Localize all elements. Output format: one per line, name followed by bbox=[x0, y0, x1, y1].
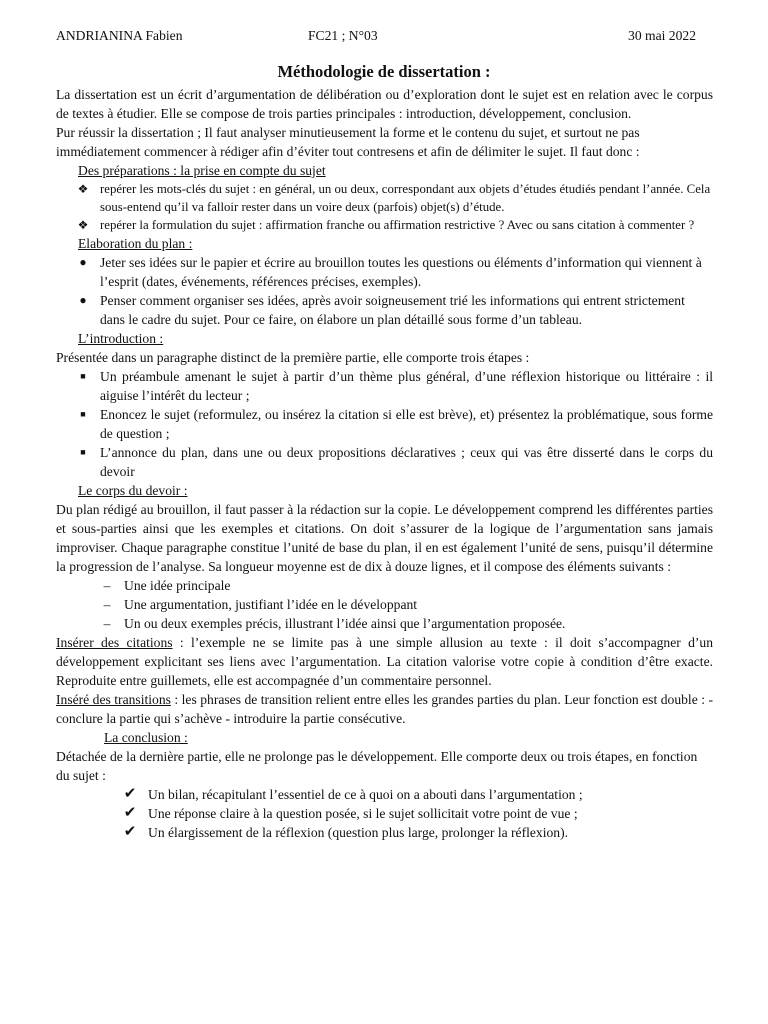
list-item-text: Un élargissement de la réflexion (question plus large, prolonger la réflexion). bbox=[148, 825, 569, 840]
list-item bbox=[56, 595, 713, 614]
section-heading-introduction: L’introduction : bbox=[78, 331, 164, 346]
conclusion-lead: Détachée de la dernière partie, elle ne prolonge pas le développement. Elle comporte deux ou trois étapes, en fonction du sujet : bbox=[56, 749, 698, 783]
author-name: ANDRIANINA Fabien bbox=[56, 28, 183, 43]
square-bullet-icon: ■ bbox=[80, 447, 86, 457]
introduction-lead: Présentée dans un paragraphe distinct de la première partie, elle comporte trois étapes : bbox=[56, 350, 530, 365]
transitions-label: Inséré des transitions bbox=[56, 692, 171, 707]
list-item-text: repérer les mots-clés du sujet : en général, un ou deux, correspondant aux objets d’études étudiés pendant l’année. Cela sous-entend qu’il va falloir rester dans un voire deux (parfois) objet(s) d’étude. bbox=[100, 182, 711, 214]
disc-bullet-icon: ● bbox=[79, 255, 87, 269]
list-item-text: Une réponse claire à la question posée, si le sujet sollicitait votre point de vue ; bbox=[148, 806, 578, 821]
section-heading-plan: Elaboration du plan : bbox=[78, 236, 193, 251]
section-heading-conclusion: La conclusion : bbox=[104, 730, 188, 745]
checkmark-icon: ✔ bbox=[123, 824, 137, 840]
list-item-text: L’annonce du plan, dans une ou deux propositions déclaratives ; ceux qui vas être disserté dans le corps du devoir bbox=[100, 445, 713, 479]
diamond-bullet-icon: ❖ bbox=[77, 182, 89, 196]
list-item bbox=[56, 785, 713, 804]
list-item bbox=[56, 804, 713, 823]
list-item-text: Un ou deux exemples précis, illustrant l’idée ainsi que l’argumentation proposée. bbox=[124, 616, 566, 631]
citations-label: Insérer des citations bbox=[56, 635, 173, 650]
list-item-text: Une idée principale bbox=[124, 578, 231, 593]
list-item bbox=[56, 180, 713, 216]
list-item bbox=[56, 291, 713, 329]
document-body bbox=[56, 85, 713, 842]
section-heading-corps: Le corps du devoir : bbox=[78, 483, 188, 498]
list-item-text: Jeter ses idées sur le papier et écrire au brouillon toutes les questions ou éléments d’information qui viennent à l’esprit (dates, événements, références précises, exemples). bbox=[100, 255, 702, 289]
transitions-paragraph bbox=[56, 690, 713, 728]
section-heading-preparations: Des préparations : la prise en compte du sujet bbox=[78, 163, 326, 178]
list-item-text: Penser comment organiser ses idées, après avoir soigneusement trié les informations qui entrent strictement dans le cadre du sujet. Pour ce faire, on élabore un plan détaillé sous forme d’un tableau. bbox=[100, 293, 685, 327]
list-item-text: repérer la formulation du sujet : affirmation franche ou affirmation restrictive ? Avec ou sans citation à commenter ? bbox=[100, 218, 695, 232]
page-title: Méthodologie de dissertation : bbox=[277, 62, 491, 81]
plan-list bbox=[56, 253, 713, 329]
preparations-list bbox=[56, 180, 713, 234]
citations-paragraph bbox=[56, 633, 713, 690]
document-header bbox=[56, 26, 696, 45]
dash-bullet-icon: – bbox=[103, 578, 111, 593]
list-item bbox=[56, 576, 713, 595]
list-item bbox=[56, 216, 713, 234]
dash-bullet-icon: – bbox=[103, 616, 111, 631]
document-date: 30 mai 2022 bbox=[628, 28, 696, 43]
checkmark-icon: ✔ bbox=[123, 786, 137, 802]
conclusion-list bbox=[56, 785, 713, 842]
document-reference: FC21 ; N°03 bbox=[308, 28, 378, 43]
diamond-bullet-icon: ❖ bbox=[77, 218, 89, 232]
corps-list bbox=[56, 576, 713, 633]
list-item-text: Un préambule amenant le sujet à partir d’un thème plus général, d’une réflexion historique ou littéraire : il aiguise l’intérêt du lecteur ; bbox=[100, 369, 713, 403]
corps-paragraph: Du plan rédigé au brouillon, il faut passer à la rédaction sur la copie. Le développement comprend les différentes parties et sous-parties ainsi que les exemples et citations. On doit s’assurer de la logique de l’argumentation sans jamais improviser. Chaque paragraphe constitue l’unité de base du plan, il en est également l’unité de sens, puisqu’il détermine la progression de l’analyse. Sa longueur moyenne est de dix à douze lignes, et il compose des éléments suivants : bbox=[56, 502, 713, 574]
list-item bbox=[56, 823, 713, 842]
dash-bullet-icon: – bbox=[103, 597, 111, 612]
transitions-text: : les phrases de transition relient entre elles les grandes parties du plan. Leur fonction est double : - conclure la partie qui s’achève - introduire la partie consécutive. bbox=[56, 692, 713, 726]
list-item bbox=[56, 367, 713, 405]
list-item bbox=[56, 253, 713, 291]
citations-text: : l’exemple ne se limite pas à une simple allusion au texte : il doit s’accompagner d’un développement explicitant ses liens avec l’argumentation. La citation valorise votre copie à condition d’être exacte. Reproduite entre guillemets, elle est accompagnée d’un commentaire personnel. bbox=[56, 635, 713, 688]
checkmark-icon: ✔ bbox=[123, 805, 137, 821]
square-bullet-icon: ■ bbox=[80, 371, 86, 381]
intro-paragraph: La dissertation est un écrit d’argumentation de délibération ou d’exploration dont le sujet est en relation avec le corpus de textes à étudier. Elle se compose de trois parties principales : introduction, développement, conclusion. bbox=[56, 87, 713, 121]
list-item bbox=[56, 443, 713, 481]
intro-paragraph: Pur réussir la dissertation ; Il faut analyser minutieusement la forme et le contenu du sujet, et surtout ne pas immédiatement commencer à rédiger afin d’éviter tout contresens et afin de délimiter le sujet. Il faut donc : bbox=[56, 125, 640, 159]
introduction-list bbox=[56, 367, 713, 481]
list-item bbox=[56, 614, 713, 633]
list-item-text: Un bilan, récapitulant l’essentiel de ce à quoi on a abouti dans l’argumentation ; bbox=[148, 787, 583, 802]
square-bullet-icon: ■ bbox=[80, 409, 86, 419]
list-item-text: Une argumentation, justifiant l’idée en le développant bbox=[124, 597, 418, 612]
list-item-text: Enoncez le sujet (reformulez, ou insérez la citation si elle est brève), et) présentez la problématique, sous forme de question ; bbox=[100, 407, 713, 441]
disc-bullet-icon: ● bbox=[79, 293, 87, 307]
list-item bbox=[56, 405, 713, 443]
